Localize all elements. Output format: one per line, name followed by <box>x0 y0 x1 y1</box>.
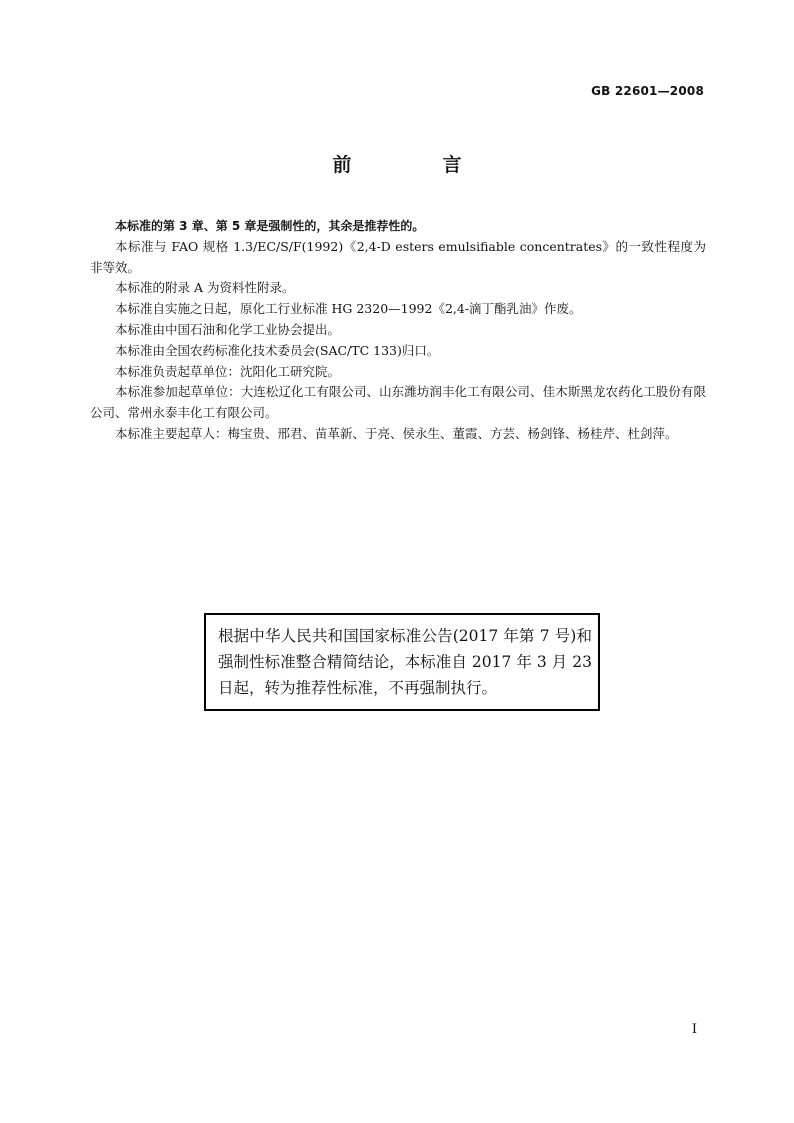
page-number: I <box>691 1022 697 1037</box>
paragraph-annex: 本标准的附录 A 为资料性附录。 <box>115 280 295 296</box>
paragraph-committee: 本标准由全国农药标准化技术委员会(SAC/TC 133)归口。 <box>115 342 440 358</box>
paragraph-consistency: 本标准与 FAO 规格 1.3/EC/S/F(1992)《2,4-D esters emulsifiable concentrates》的一致性程度为非等效。 <box>90 238 706 275</box>
paragraph-proposer: 本标准由中国石油和化学工业协会提出。 <box>115 321 341 337</box>
paragraph-mandatory-clauses: 本标准的第 3 章、第 5 章是强制性的，其余是推荐性的。 <box>115 219 425 233</box>
foreword-body <box>90 216 706 445</box>
paragraph-lead-drafter: 本标准负责起草单位：沈阳化工研究院。 <box>115 363 341 379</box>
page-title: 前 言 <box>332 154 498 176</box>
paragraph-main-drafters: 本标准主要起草人：梅宝贵、邢君、苗革新、于亮、侯永生、董霞、方芸、杨剑锋、杨桂芹、杜剑萍。 <box>115 425 678 441</box>
notice-box: 根据中华人民共和国国家标准公告(2017 年第 7 号)和强制性标准整合精简结论，本标准自 2017 年 3 月 23 日起，转为推荐性标准，不再强制执行。 <box>204 613 600 711</box>
paragraph-supersedes: 本标准自实施之日起，原化工行业标准 HG 2320—1992《2,4-滴丁酯乳油》作废。 <box>115 301 582 317</box>
standard-code: GB 22601—2008 <box>591 84 704 98</box>
paragraph-participating-drafters: 本标准参加起草单位：大连松辽化工有限公司、山东潍坊润丰化工有限公司、佳木斯黑龙农药化工股份有限公司、常州永泰丰化工有限公司。 <box>90 384 706 421</box>
